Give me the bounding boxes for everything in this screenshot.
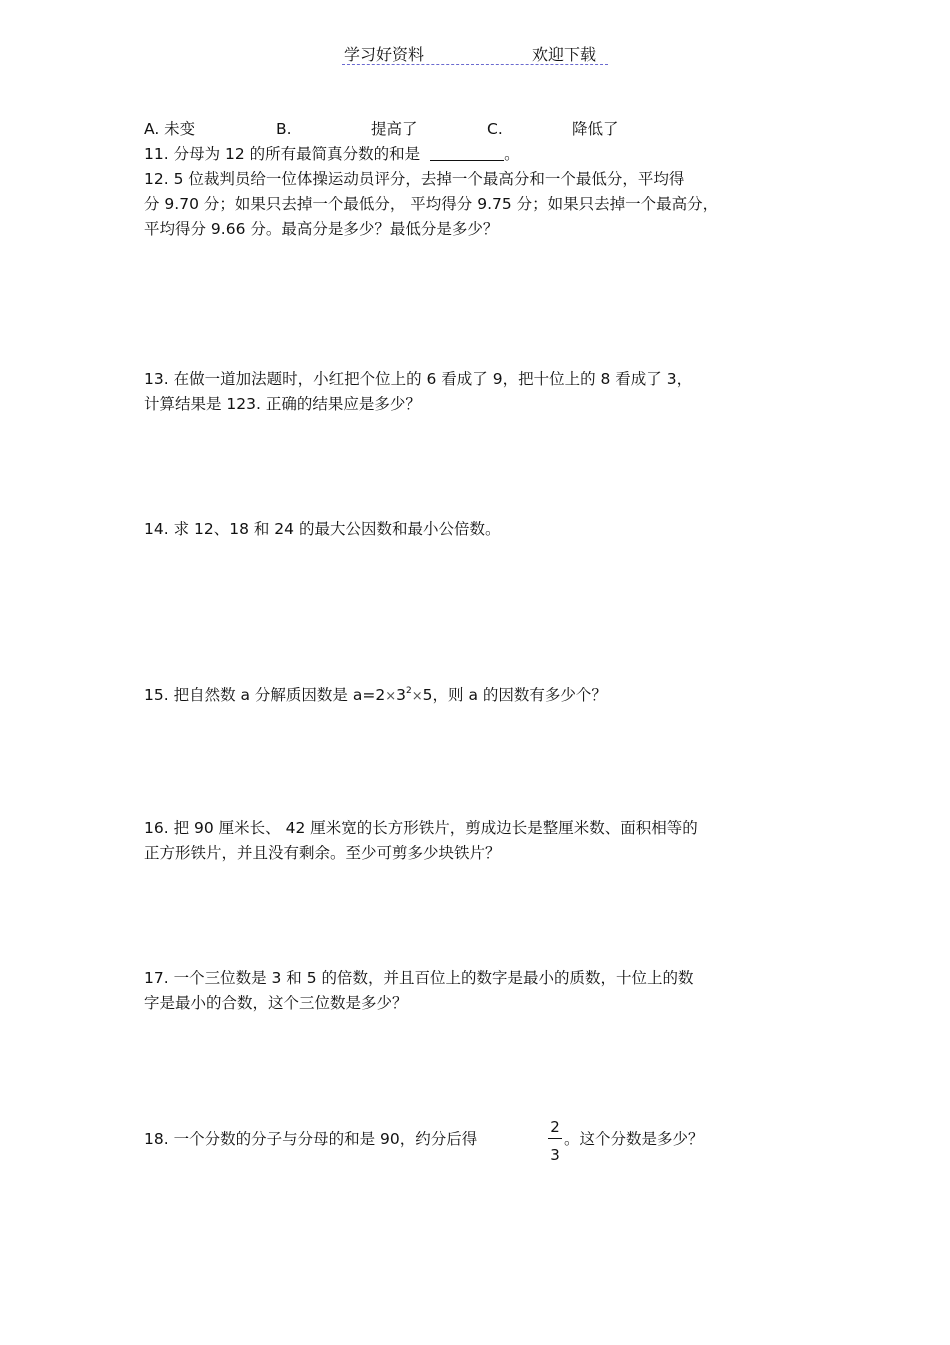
header-right: 欢迎下载: [532, 45, 597, 64]
math-factor-b: 3: [396, 686, 406, 704]
fraction-numerator: 2: [550, 1118, 560, 1136]
question-16-line-2: 正方形铁片，并且没有剩余。至少可剪多少块铁片？: [144, 844, 501, 862]
math-times-2: ×: [411, 689, 423, 704]
option-c-label: C.: [487, 120, 503, 138]
question-12-line-1: 12. 5 位裁判员给一位体操运动员评分，去掉一个最高分和一个最低分，平均得: [144, 170, 685, 188]
question-18-pre: 18. 一个分数的分子与分母的和是 90，约分后得: [144, 1130, 478, 1148]
math-exponent: 2: [406, 686, 412, 696]
header-divider: [342, 64, 608, 65]
question-11-text: 11. 分母为 12 的所有最简真分数的和是: [144, 145, 421, 163]
fraction-denominator: 3: [550, 1146, 560, 1164]
question-11: [144, 141, 520, 167]
question-18-post: 。这个分数是多少？: [564, 1130, 704, 1148]
math-times-1: ×: [385, 689, 397, 704]
answer-blank: [430, 144, 504, 161]
option-a: A. 未变: [144, 120, 196, 138]
question-17-line-1: 17. 一个三位数是 3 和 5 的倍数，并且百位上的数字是最小的质数，十位上的数: [144, 969, 694, 987]
question-12-line-3: 平均得分 9.66 分。最高分是多少？最低分是多少？: [144, 220, 499, 238]
question-12-line-2: 分 9.70 分；如果只去掉一个最低分， 平均得分 9.75 分；如果只去掉一个最高分，: [144, 195, 719, 213]
question-13-line-1: 13. 在做一道加法题时，小红把个位上的 6 看成了 9，把十位上的 8 看成了 3，: [144, 370, 693, 388]
option-b-label: B.: [276, 120, 292, 138]
header-left: 学习好资料: [344, 45, 425, 64]
question-15: [144, 678, 607, 710]
fraction-bar: [548, 1138, 562, 1139]
question-16-line-1: 16. 把 90 厘米长、 42 厘米宽的长方形铁片，剪成边长是整厘米数、面积相等的: [144, 819, 698, 837]
question-15-post: ，则 a 的因数有多少个？: [432, 686, 607, 704]
question-11-after: 。: [504, 145, 520, 163]
math-factor-c: 5: [422, 686, 433, 704]
question-17-line-2: 字是最小的合数，这个三位数是多少？: [144, 994, 408, 1012]
question-15-pre: 15. 把自然数 a 分解质因数是 a=: [144, 686, 376, 704]
option-b-text: 提高了: [371, 120, 418, 138]
question-14-line-1: 14. 求 12、18 和 24 的最大公因数和最小公倍数。: [144, 520, 501, 538]
question-13-line-2: 计算结果是 123. 正确的结果应是多少？: [144, 395, 421, 413]
math-factor-a: 2: [375, 686, 386, 704]
option-c-text: 降低了: [572, 120, 619, 138]
